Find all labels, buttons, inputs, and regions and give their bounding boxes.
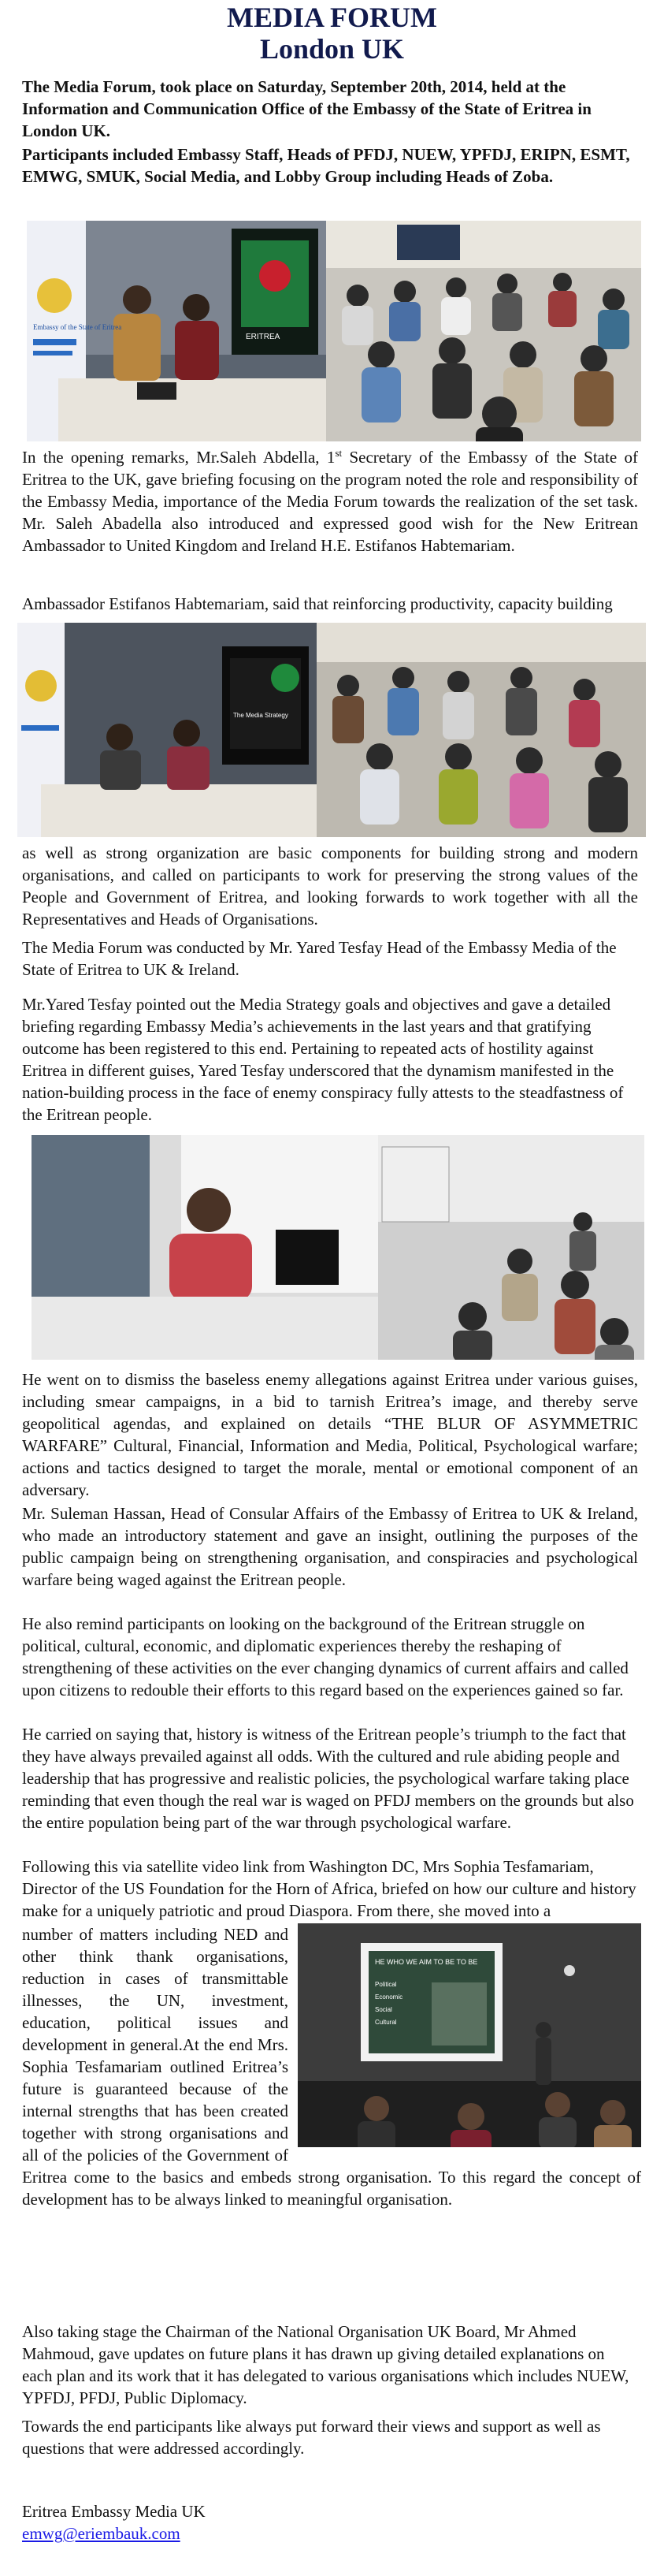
photo-scene (298, 1923, 641, 2147)
footer-email-link[interactable]: emwg@eriembauk.com (22, 2524, 180, 2543)
participants-paragraph: Participants included Embassy Staff, Heads of PFDJ, NUEW, YPFDJ, ERIPN, ESMT, EMWG, SMUK, Social Media, and Lobby Group including Heads of Zoba. (22, 145, 630, 186)
sophia-section (22, 1856, 641, 2210)
slide-title: HE WHO WE AIM TO BE TO BE (375, 1958, 478, 1966)
closing-paragraph: Towards the end participants like always put forward their views and support as well as questions that were addressed accordingly. (22, 2417, 601, 2458)
opening-remarks-text-a: In the opening remarks, Mr.Saleh Abdella, 1 (22, 448, 336, 467)
photo-scene (17, 623, 646, 837)
photo-scene (32, 1135, 644, 1360)
photo-video-link-presentation (298, 1923, 641, 2147)
slide-bullet: Social (375, 2006, 392, 2013)
footer-email-row (22, 2522, 638, 2544)
page-subtitle: London UK (259, 33, 405, 65)
footer-org: Eritrea Embassy Media UK (22, 2502, 206, 2521)
photo-presenter-and-audience (32, 1135, 644, 1360)
slide-bullet: Political (375, 1981, 397, 1988)
photo-ambassador-session (17, 623, 646, 837)
ambassador-paragraph-start: Ambassador Estifanos Habtemariam, said that reinforcing productivity, capacity building (22, 594, 613, 613)
yared-paragraph: Mr.Yared Tesfay pointed out the Media Strategy goals and objectives and gave a detailed briefing regarding Embassy Media’s achievements in the last years and that gratifying outcome has been registered to this end. Pertaining to repeated acts of hostility against Eritrea in different guises, Yared Tesfay underscored that the dynamism manifested in the nation-building process in the face of enemy conspiracy fully attests to the steadfastness of the Eritrean people. (22, 995, 624, 1124)
remind-paragraph: He also remind participants on looking on the background of the Eritrean struggle on political, cultural, economic, and diplomatic experiences thereby the reshaping of strengthening of these activities on the ever changing dynamics of current affairs and called upon citizens to redouble their efforts to this regard based on the experiences gained so far. (22, 1614, 629, 1699)
photo-scene (27, 221, 641, 441)
sophia-after-text: the Government of Eritrea come to the basics and embeds strong organisation. To this regard the concept of development has to be always linked to meaningful organisation. (22, 2146, 641, 2209)
history-paragraph: He carried on saying that, history is witness of the Eritrean people’s triumph to the fact that they have always prevailed against all odds. With the cultured and rule abiding people and leadership that has progressive and realistic policies, the psychological warfare taking place reminding that even though the real war is waged on PFDJ members on the grounds but also the entire population being part of the war through psychological warfare. (22, 1725, 634, 1832)
banner-text: Embassy of the State of Eritrea (33, 323, 122, 331)
screen-text: The Media Strategy (233, 712, 288, 719)
ambassador-paragraph-end: as well as strong organization are basic components for building strong and modern organisations, and called on participants to work for preserving the strong values of the People and Government of Eritrea, and looking forwards to work together with all the Representatives and Heads of Organisations. (22, 843, 638, 929)
photo-panel-and-audience (27, 221, 641, 441)
intro-paragraph: The Media Forum, took place on Saturday, September 20th, 2014, held at the Information and Communication Office of the Embassy of the State of Eritrea in London UK. (22, 77, 592, 140)
page-title: MEDIA FORUM (227, 2, 437, 33)
conducted-paragraph: The Media Forum was conducted by Mr. Yared Tesfay Head of the Embassy Media of the State of Eritrea to UK & Ireland. (22, 938, 617, 979)
sophia-float-text: number of matters including NED and other think thank organisations, reduction in cases of transmittable illnesses, the UN, investment, education, political issues and development in general.At the end Mrs. Sophia Tesfamariam outlined Eritrea’s future is guaranteed because of the internal strengths that has been created together with strong organisations and all of the policies of (22, 1925, 288, 2165)
slide-bullet: Cultural (375, 2019, 397, 2026)
suleman-paragraph: Mr. Suleman Hassan, Head of Consular Affairs of the Embassy of Eritrea to UK & Ireland, who made an introductory statement and gave an insight, outlining the purposes of the public campaign being on strengthening organisation, and conspiracies and psychological warfare being waged against the Eritrean people. (22, 1504, 638, 1589)
dismiss-paragraph: He went on to dismiss the baseless enemy allegations against Eritrea under various guises, including smear campaigns, in a bid to tarnish Eritrea’s image, and thereby serve geopolitical agendas, and explained on details “THE BLUR OF ASYMMETRIC WARFARE” Cultural, Financial, Information and Media, Political, Psychological warfare; actions and tactics designed to target the morale, mental or emotional component of an adversary. (22, 1370, 638, 1499)
screen-text: ERITREA (246, 333, 280, 341)
sophia-intro-paragraph: Following this via satellite video link from Washington DC, Mrs Sophia Tesfamariam, Director of the US Foundation for the Horn of Africa, briefed on how our culture and history make for a uniquely patriotic and proud Diaspora. From there, she moved into a (22, 1857, 636, 1920)
opening-remarks-paragraph (22, 446, 638, 557)
chairman-paragraph: Also taking stage the Chairman of the National Organisation UK Board, Mr Ahmed Mahmoud, gave updates on future plans it has drawn up giving detailed explanations on each plan and its work that it has delegated to various organisations which includes NUEW, YPFDJ, PFDJ, Public Diplomacy. (22, 2322, 629, 2407)
opening-remarks-text-b: Secretary of the Embassy of the State of Eritrea to the UK, gave briefing focusing on the program noted the role and responsibility of the Embassy Media, importance of the Media Forum towards the realization of the set task. Mr. Saleh Abadella also introduced and expressed good wish for the New Eritrean Ambassador to United Kingdom and Ireland H.E. Estifanos Habtemariam. (22, 448, 639, 555)
slide-bullet: Economic (375, 1993, 403, 2001)
ordinal-suffix: st (335, 447, 343, 459)
